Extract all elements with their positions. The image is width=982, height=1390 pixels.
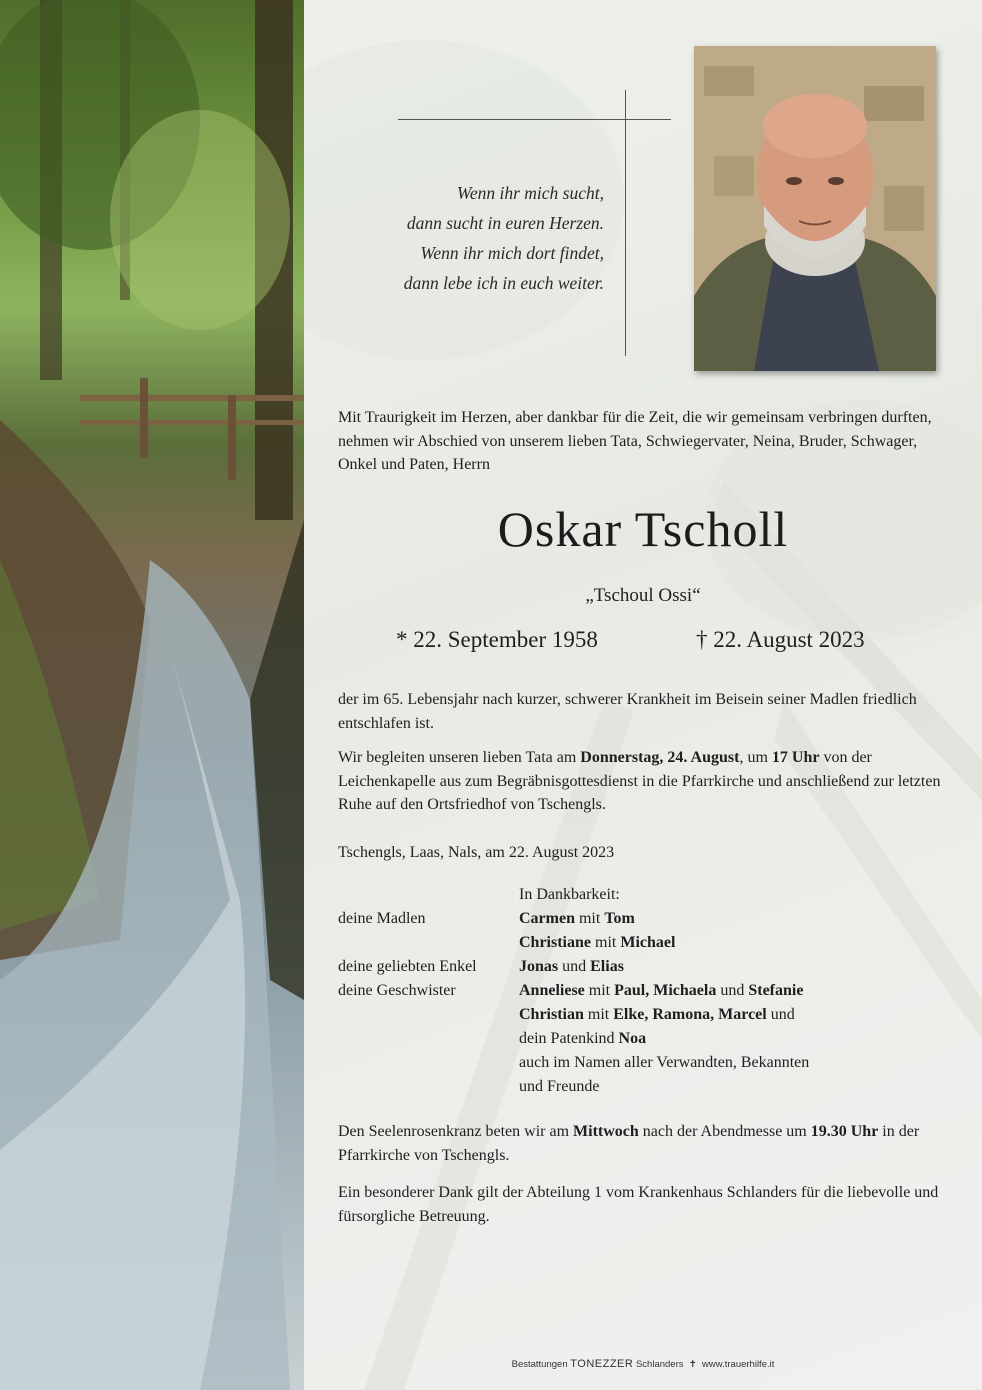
mourners-heading: In Dankbarkeit: [519, 886, 620, 903]
intro-text: Mit Traurigkeit im Herzen, aber dankbar für die Zeit, die wir gemeinsam verbringen durften, nehmen wir Abschied von unserem lieben Tata, Schwiegervater, Neina, Bruder, Schwager, Onkel und Paten, Herrn [338, 409, 932, 473]
mourner-row: und Freunde [519, 1078, 600, 1095]
thanks-text: Ein besonderer Dank gilt der Abteilung 1 vom Krankenhaus Schlanders für die liebevolle und fürsorgliche Betreuung. [338, 1184, 939, 1225]
forest-stream-photo [0, 0, 304, 1390]
mourner-row: Christian mit Elke, Ramona, Marcel und [519, 1006, 795, 1023]
mourner-row: Christiane mit Michael [519, 934, 676, 951]
rosary-time: 19.30 Uhr [810, 1123, 879, 1140]
poem [330, 178, 604, 298]
footer-prefix: Bestattungen [511, 1359, 568, 1370]
mourner-row: dein Patenkind Noa [519, 1030, 647, 1047]
poem-line: dann lebe ich in euch weiter. [403, 273, 604, 293]
mourner-row: auch im Namen aller Verwandten, Bekannten [519, 1054, 810, 1071]
funeral-time: 17 Uhr [771, 749, 820, 766]
funeral-text: Wir begleiten unseren lieben Tata am Donnerstag, 24. August, um 17 Uhr von der Leichenkapelle aus zum Begräbnisgottesdienst in die Pfarrkirche und anschließend zur letzten Ruhe auf den Ortsfriedhof von Tschengls. [338, 749, 941, 813]
funeral-date: Donnerstag, 24. August [580, 749, 740, 766]
footer-url[interactable]: www.trauerhilfe.it [702, 1359, 775, 1370]
cross-horizontal-bar [398, 119, 671, 120]
footer-town: Schlanders [635, 1359, 684, 1370]
passing-text: der im 65. Lebensjahr nach kurzer, schwerer Krankheit im Beisein seiner Madlen friedlich entschlafen ist. [338, 691, 917, 732]
mourner-label: deine geliebten Enkel [338, 958, 477, 975]
poem-line: Wenn ihr mich sucht, [456, 183, 604, 203]
mourners-heading-row [338, 886, 948, 910]
cross-heart-icon: ✝ [686, 1359, 700, 1370]
death-date: † 22. August 2023 [696, 627, 865, 652]
nickname: „Tschoul Ossi“ [585, 585, 701, 606]
mourner-row: deine geliebten Enkel Jonas und Elias [338, 958, 624, 975]
mourner-label: deine Madlen [338, 910, 426, 927]
mourner-label: deine Geschwister [338, 982, 456, 999]
cross-vertical-bar [625, 90, 626, 356]
poem-line: dann sucht in euren Herzen. [406, 213, 604, 233]
footer [338, 1358, 948, 1370]
rosary-text: Den Seelenrosenkranz beten wir am Mittwoch nach der Abendmesse um 19.30 Uhr in der Pfarrkirche von Tschengls. [338, 1123, 920, 1164]
place-date: Tschengls, Laas, Nals, am 22. August 2023 [338, 844, 615, 861]
birth-date: * 22. September 1958 [396, 627, 598, 652]
portrait-photo [694, 46, 936, 371]
poem-line: Wenn ihr mich dort findet, [420, 243, 604, 263]
rosary-day: Mittwoch [573, 1123, 639, 1140]
mourner-row: deine Madlen Carmen mit Tom [338, 910, 635, 927]
footer-brand: TONEZZER [570, 1358, 634, 1370]
deceased-name: Oskar Tscholl [497, 501, 789, 557]
mourner-row: deine Geschwister Anneliese mit Paul, Michaela und Stefanie [338, 982, 804, 999]
